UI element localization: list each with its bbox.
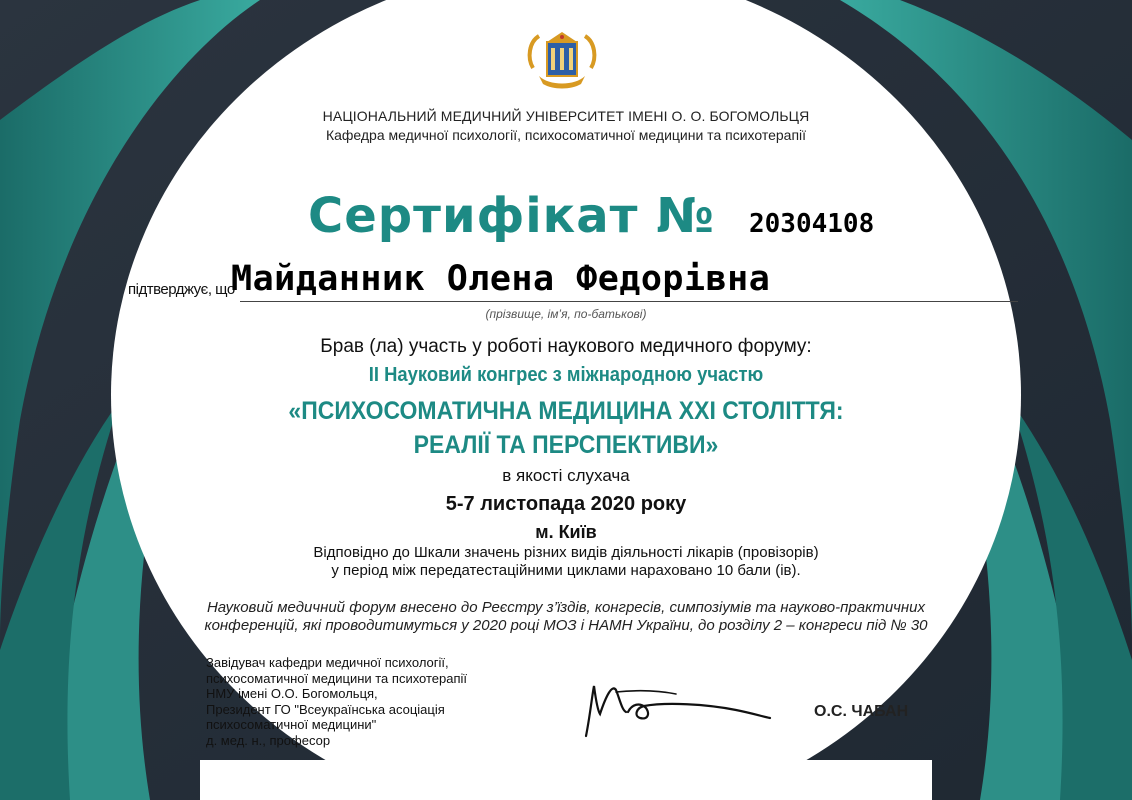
recipient-name: Майданник Олена Федорівна	[231, 259, 771, 299]
congress-theme-line1: «ПСИХОСОМАТИЧНА МЕДИЦИНА ХХІ СТОЛІТТЯ:	[288, 397, 844, 425]
certificate-title: Сертифікат №	[308, 188, 715, 244]
certificate-number: 20304108	[749, 209, 875, 239]
signatory-line: психосоматичної медицини та психотерапії	[206, 670, 468, 686]
event-dates: 5-7 листопада 2020 року	[445, 493, 687, 515]
signatory-name: О.С. ЧАБАН	[814, 703, 909, 720]
signatory-line: психосоматичної медицини"	[206, 717, 377, 732]
participation-intro: Брав (ла) участь у роботі наукового медичного форуму:	[320, 336, 812, 357]
points-note-line1: Відповідно до Шкали значень різних видів діяльності лікарів (провізорів)	[313, 544, 819, 561]
name-underline	[240, 301, 1018, 302]
congress-theme-line2: РЕАЛІЇ ТА ПЕРСПЕКТИВИ»	[413, 431, 719, 459]
event-city: м. Київ	[535, 522, 597, 542]
signatory-line: Президент ГО "Всеукраїнська асоціація	[206, 701, 445, 717]
signatory-position	[206, 655, 467, 748]
department-name: Кафедра медичної психології, психосоматичної медицини та психотерапії	[325, 127, 807, 143]
signatory-line: д. мед. н., професор	[206, 732, 331, 748]
confirms-label: підтверджує, що	[128, 281, 235, 298]
name-hint: (прізвище, ім’я, по-батькові)	[485, 307, 647, 321]
signatory-line: НМУ імені О.О. Богомольця,	[206, 686, 378, 701]
participation-role: в якості слухача	[502, 466, 630, 485]
registry-note-line2: конференцій, які проводитимуться у 2020 році МОЗ і НАМН України, до розділу 2 – конгреси під № 30	[204, 617, 928, 634]
points-note-line2: у період між передатестаційними циклами нараховано 10 бали (ів).	[331, 562, 801, 579]
signatory-line: Завідувач кафедри медичної психології,	[206, 655, 449, 670]
handwritten-signature	[576, 676, 776, 746]
congress-title: ІІ Науковий конгрес з міжнародною участю	[368, 364, 764, 386]
university-name: НАЦІОНАЛЬНИЙ МЕДИЧНИЙ УНІВЕРСИТЕТ ІМЕНІ О. О. БОГОМОЛЬЦЯ	[322, 108, 810, 124]
university-crest-icon	[525, 28, 599, 92]
registry-note-line1: Науковий медичний форум внесено до Реєстру з’їздів, конгресів, симпозіумів та науково-практичних	[206, 599, 926, 616]
